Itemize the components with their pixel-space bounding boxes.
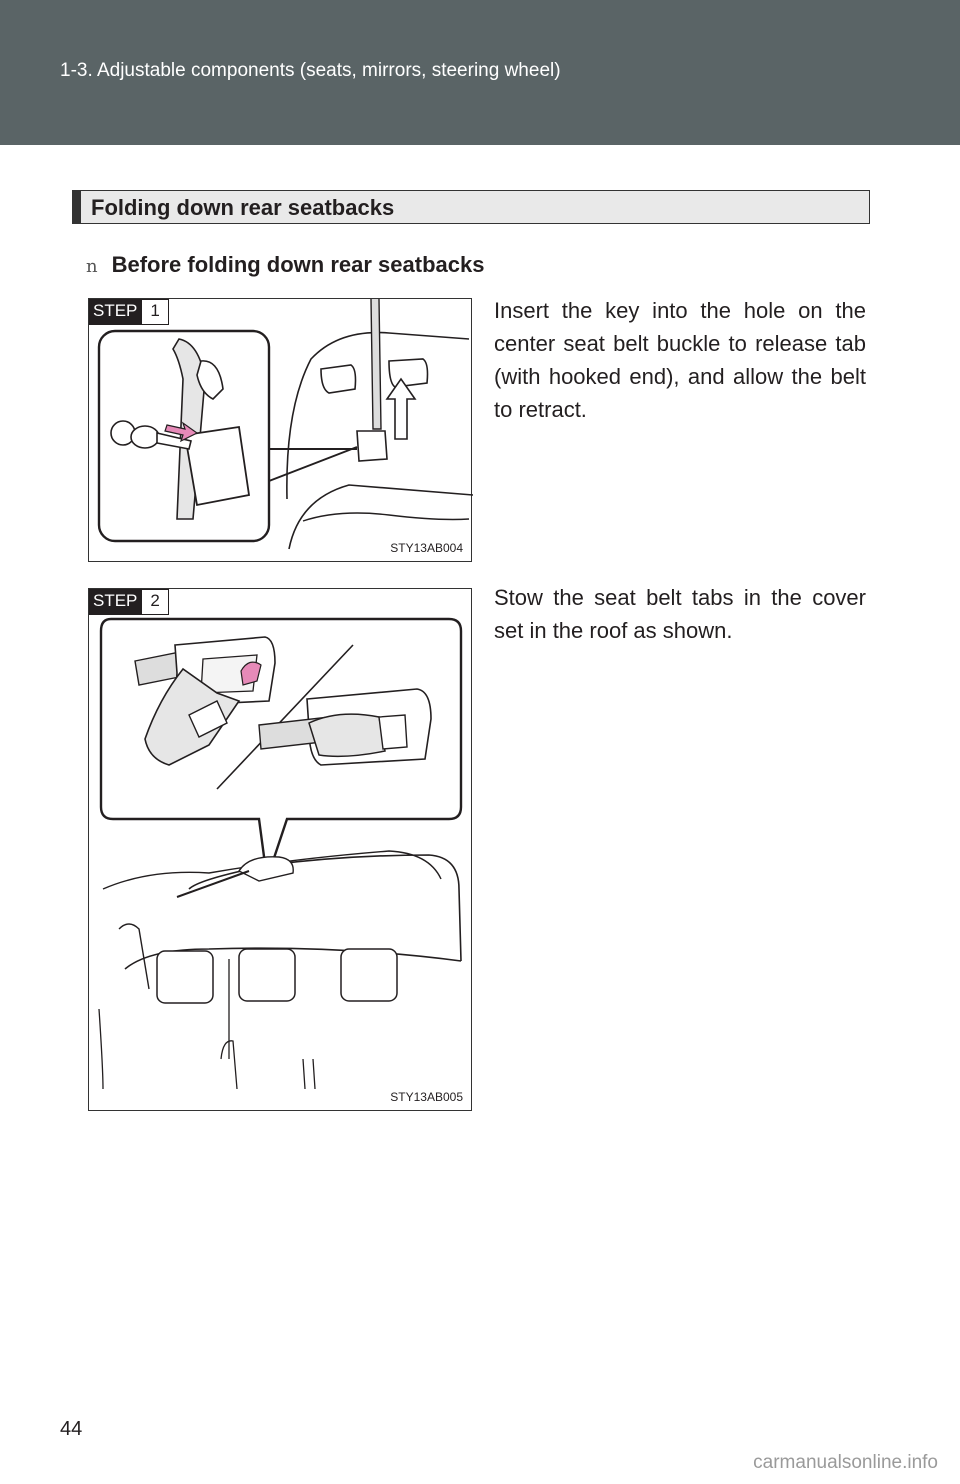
figure-code: STY13AB004 [390,541,463,555]
step-label: STEP [89,589,141,615]
step1-description: Insert the key into the hole on the center seat belt buckle to release tab (with hooked end), and allow the belt to retract. [494,298,866,422]
roof-belt-cover-illustration [89,589,473,1112]
step1-illustration [88,298,472,562]
seat-belt-buckle-illustration [89,299,473,563]
step1-badge [89,299,169,325]
subsection-heading [86,252,484,278]
section-heading-bar [72,190,870,224]
step2-badge [89,589,169,615]
subsection-title: Before folding down rear seatbacks [111,252,485,277]
figure-code: STY13AB005 [390,1090,463,1104]
step-number: 1 [141,299,168,325]
page-number: 44 [60,1418,83,1440]
section-title: Folding down rear seatbacks [91,195,395,220]
watermark: carmanualsonline.info [753,1452,938,1473]
page-header [0,0,960,145]
step-label: STEP [89,299,141,325]
step2-description: Stow the seat belt tabs in the cover set in the roof as shown. [494,585,866,643]
square-bullet-icon: n [86,256,98,277]
step-number: 2 [141,589,168,615]
section-accent [73,191,81,223]
step2-illustration [88,588,472,1111]
chapter-title: 1-3. Adjustable components (seats, mirrors, steering wheel) [60,60,561,81]
